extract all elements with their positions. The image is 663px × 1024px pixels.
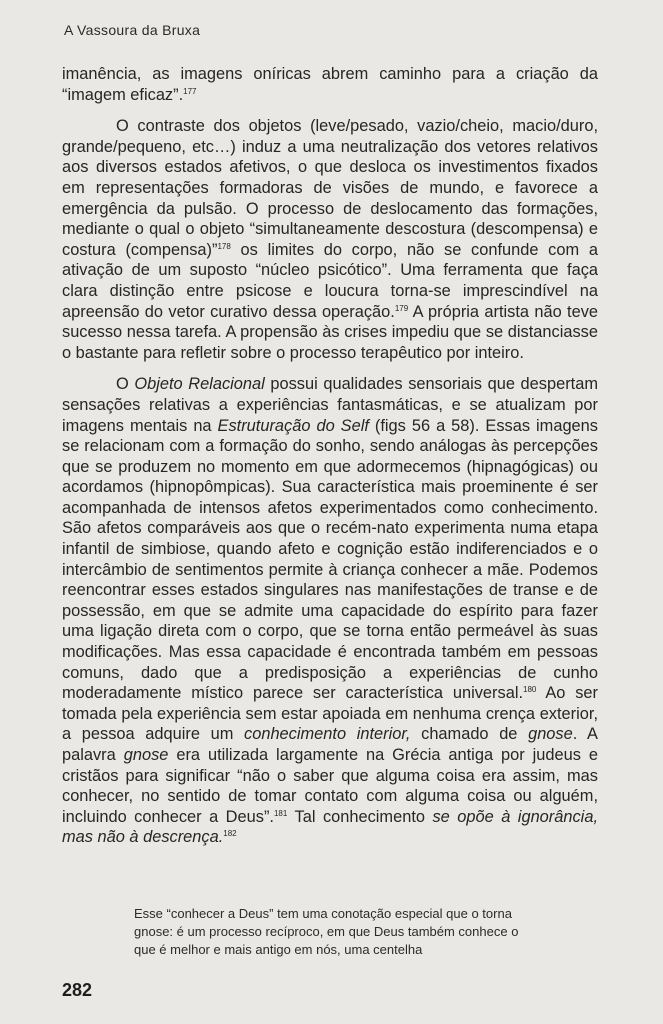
paragraph-text: possui qualidades sensoriais que despertam sensações relativas a experiências fantasmáticas, e se atualizam por imagens mentais na — [62, 375, 598, 435]
paragraph-text: imanência, as imagens oníricas abrem caminho para a criação da “imagem eficaz”. — [62, 65, 598, 104]
paragraph-continuation — [62, 64, 598, 105]
italic-term: Objeto Relacional — [134, 375, 265, 394]
paragraph-text: O contraste dos objetos (leve/pesado, vazio/cheio, macio/duro, grande/pequeno, etc…) induz a uma neutralização dos vetores relativos aos diversos estados afetivos, o que desloca os investimentos fixados em representações formadoras de visões de mundo, e favorece a emergência da pulsão. O processo de deslocamento das formações, mediante o qual o objeto “simultaneamente descostura (descompensa) e costura (compensa)” — [62, 117, 598, 259]
paragraph-contrast — [62, 116, 598, 363]
body-text — [62, 64, 598, 848]
paragraph-text: chamado de — [410, 725, 529, 744]
italic-term: gnose — [123, 746, 169, 764]
paragraph-text: era utilizada largamente na Grécia antiga por judeus e cristãos para significar “não o saber que alguma coisa era assim, mas conhecer, no sentido de tomar contato com alguma coisa ou alguém, incluindo conhecer a Deus”. — [62, 746, 599, 826]
running-head: A Vassoura da Bruxa — [64, 22, 201, 38]
footnote-ref: 182 — [223, 829, 237, 839]
paragraph-text: os limites do corpo, não se confunde com a ativação de um suposto “núcleo psicótico”. Uma ferramenta que faça clara distinção entre psicose e loucura torna-se imprescindível na apreensão do vetor curativo dessa operação. — [62, 240, 598, 321]
page-number: 282 — [62, 980, 93, 1000]
footnote-ref: 180 — [523, 685, 537, 695]
italic-term: Estruturação do Self — [217, 416, 369, 435]
block-quote: Esse “conhecer a Deus” tem uma conotação especial que o torna gnose: é um processo recíproco, em que Deus também conhece o que é melhor e mais antigo em nós, uma centelha — [134, 906, 519, 957]
footnote-ref: 178 — [217, 241, 231, 251]
italic-term: gnose — [528, 725, 573, 744]
paragraph-text: (figs 56 a 58). Essas imagens se relacionam com a formação do sonho, sendo análogas às percepções que se produzem no momento em que adormecemos (hipnagógicas) ou acordamos (hipnopômpicas). Sua característica mais proeminente é ser acompanhada de intensos afetos experimentados como conhecimento. São afetos comparáveis aos que o recém-nato experimenta numa etapa infantil de simbiose, quando afeto e cognição estão indiferenciados e o intercâmbio de sentimentos permite à criança conhecer a mãe. Podemos reencontrar esses estados singulares nas manifestações de transe e de possessão, em que se admite uma capacidade do espírito para fazer uma ligação direta com o corpo, que se torna então permeável às suas modificações. Mas essa capacidade é encontrada também em pessoas comuns, dado que a predisposição a experiências de cunho moderadamente místico parece ser característica universal. — [62, 416, 598, 703]
footnote-ref: 177 — [183, 86, 197, 96]
paragraph-text: A própria artista não teve sucesso nessa tarefa. A propensão às crises impediu que se distanciasse o bastante para refletir sobre o processo terapêutico por inteiro. — [62, 302, 599, 362]
paragraph-text: Tal conhecimento — [287, 807, 433, 826]
footnote-ref: 181 — [273, 808, 288, 818]
footnote-ref: 179 — [394, 303, 409, 313]
italic-term: se opõe à ignorância, mas não à descrença. — [62, 807, 598, 847]
paragraph-text: . A palavra — [62, 725, 598, 764]
paragraph-text: O — [116, 375, 135, 394]
paragraph-objeto-relacional — [62, 374, 598, 848]
paragraph-text: Ao ser tomada pela experiência sem estar apoiada em nenhuma crença exterior, a pessoa adquire um — [62, 684, 598, 744]
italic-term: conhecimento interior, — [244, 725, 411, 744]
